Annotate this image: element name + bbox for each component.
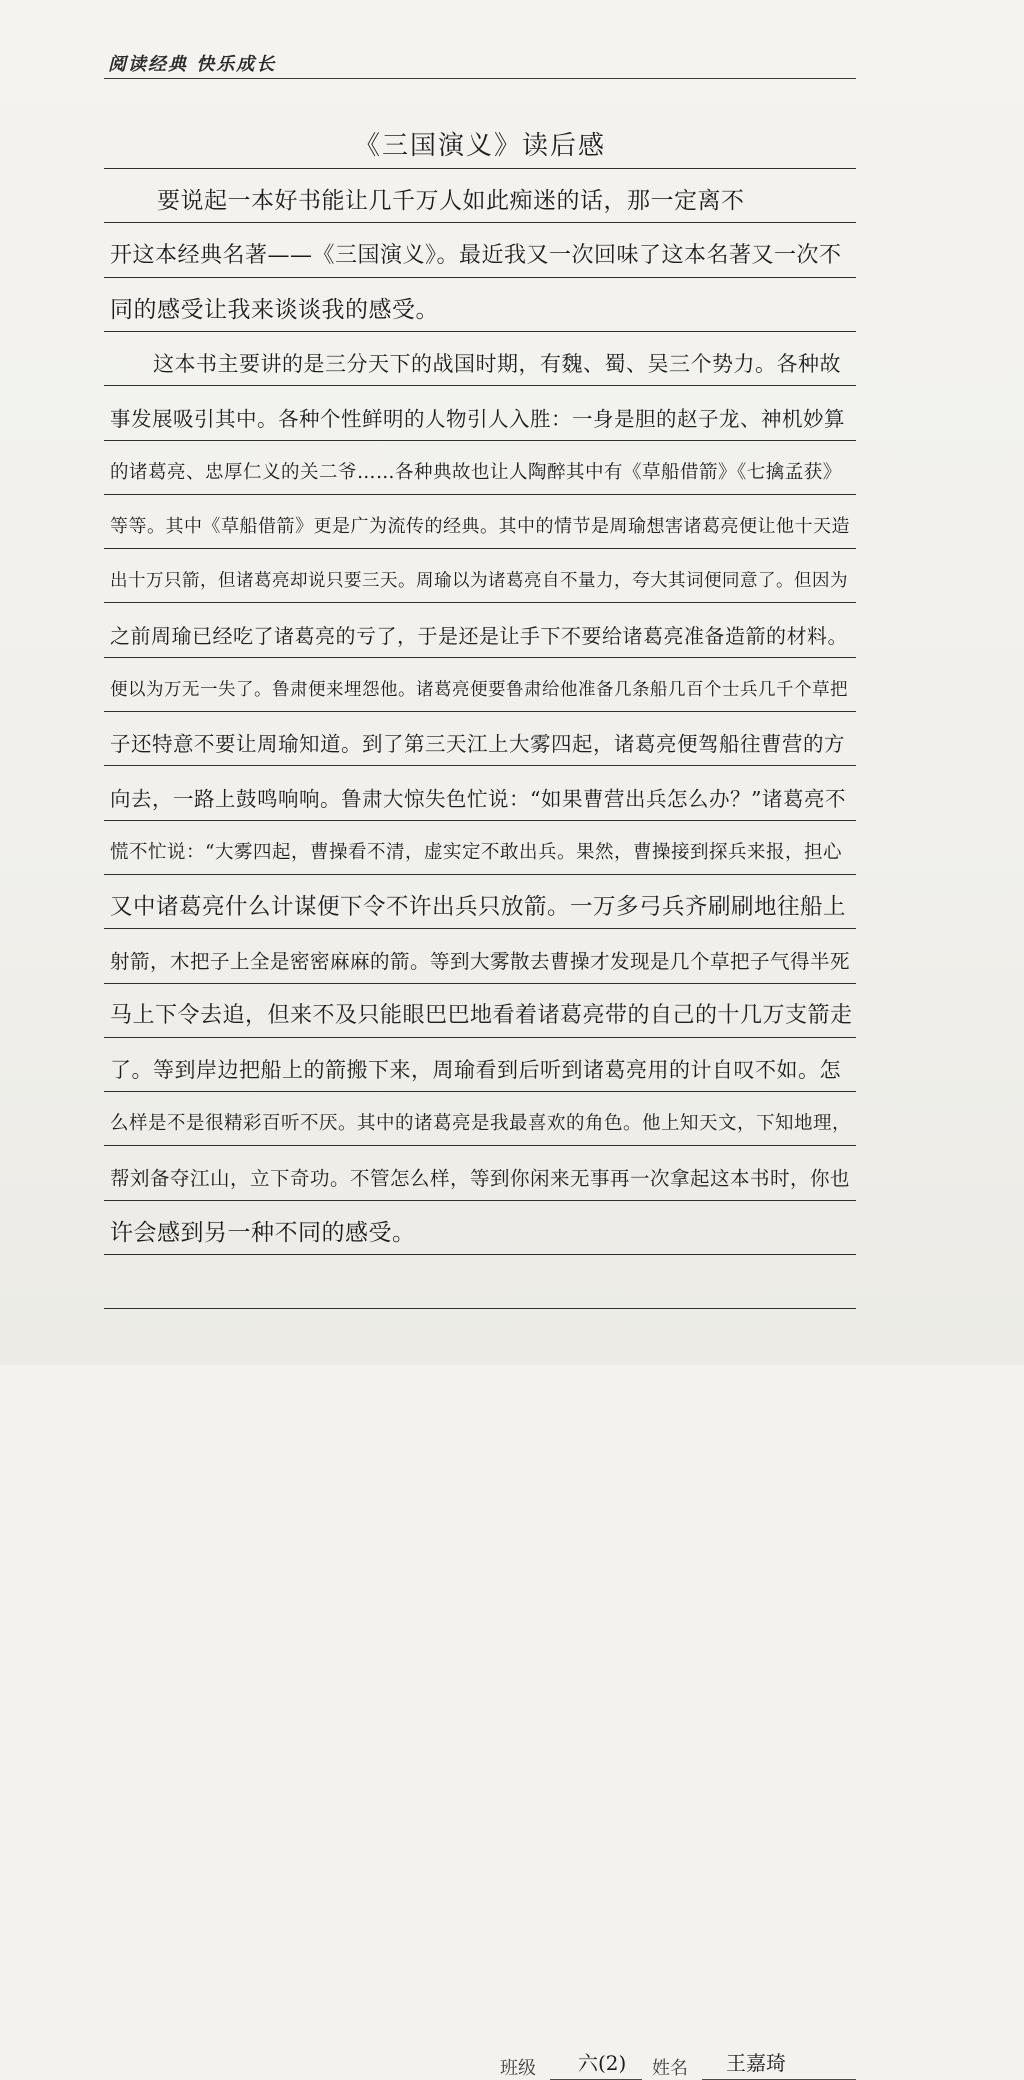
ruled-line (104, 874, 856, 875)
ruled-line (104, 820, 856, 821)
ruled-line (104, 602, 856, 603)
ruled-line (104, 494, 856, 495)
ruled-line (104, 928, 856, 929)
essay-title: 《三国演义》读后感 (353, 131, 606, 161)
text-line: 慌不忙说：“大雾四起，曹操看不清，虚实定不敢出兵。果然，曹操接到探兵来报，担心 (110, 842, 842, 863)
ruled-line (104, 1308, 856, 1309)
ruled-line (104, 385, 856, 386)
ruled-line (104, 331, 856, 332)
text-line: 马上下令去追，但来不及只能眼巴巴地看着诸葛亮带的自己的十几万支箭走 (110, 1003, 853, 1028)
class-value: 六(2) (578, 2051, 627, 2075)
ruled-line (104, 1091, 856, 1092)
ruled-line (104, 222, 856, 223)
text-line: 这本书主要讲的是三分天下的战国时期，有魏、蜀、吴三个势力。各种故 (110, 352, 841, 376)
ruled-line (104, 657, 856, 658)
ruled-line (104, 440, 856, 441)
ruled-line (104, 983, 856, 984)
text-line: 子还特意不要让周瑜知道。到了第三天江上大雾四起，诸葛亮便驾船往曹营的方 (110, 732, 845, 756)
text-line: 开这本经典名著——《三国演义》。最近我又一次回味了这本名著又一次不 (110, 243, 842, 268)
ruled-line (104, 168, 856, 169)
text-line: 射箭，木把子上全是密密麻麻的箭。等到大雾散去曹操才发现是几个草把子气得半死 (110, 950, 851, 973)
ruled-line (104, 548, 856, 549)
text-line: 等等。其中《草船借箭》更是广为流传的经典。其中的情节是周瑜想害诸葛亮便让他十天造 (110, 516, 850, 537)
class-label: 班级 (500, 2058, 536, 2079)
text-line: 出十万只箭，但诸葛亮却说只要三天。周瑜以为诸葛亮自不量力，夸大其词便同意了。但因为 (110, 571, 848, 591)
ruled-line (104, 1037, 856, 1038)
sheet-header: 阅读经典 快乐成长 (108, 54, 277, 75)
text-line: 事发展吸引其中。各种个性鲜明的人物引人入胜：一身是胆的赵子龙、神机妙算 (110, 407, 845, 431)
name-label: 姓名 (652, 2058, 688, 2079)
text-line: 同的感受让我来谈谈我的感受。 (110, 297, 439, 323)
ruled-line (104, 1145, 856, 1146)
text-line: 的诸葛亮、忠厚仁义的关二爷……各种典故也让人陶醉其中有《草船借箭》《七擒孟获》 (110, 462, 842, 483)
text-line: 么样是不是很精彩百听不厌。其中的诸葛亮是我最喜欢的角色。他上知天文，下知地理， (110, 1113, 852, 1134)
text-line: 之前周瑜已经吃了诸葛亮的亏了，于是还是让手下不要给诸葛亮准备造箭的材料。 (110, 624, 848, 648)
ruled-line (104, 765, 856, 766)
text-line: 帮刘备夺江山，立下奇功。不管怎么样，等到你闲来无事再一次拿起这本书时，你也 (110, 1167, 851, 1190)
text-line: 了。等到岸边把船上的箭搬下来，周瑜看到后听到诸葛亮用的计自叹不如。怎 (110, 1058, 841, 1082)
text-line: 便以为万无一失了。鲁肃便来埋怨他。诸葛亮便要鲁肃给他准备几条船几百个士兵几千个草把 (110, 680, 848, 700)
text-line: 许会感到另一种不同的感受。 (110, 1220, 416, 1246)
ruled-line (104, 1200, 856, 1201)
ruled-line (104, 1254, 856, 1255)
ruled-line (104, 277, 856, 278)
text-line: 要说起一本好书能让几千万人如此痴迷的话，那一定离不 (110, 188, 745, 214)
text-line: 又中诸葛亮什么计谋便下令不许出兵只放箭。一万多弓兵齐刷刷地往船上 (110, 894, 847, 920)
text-line: 向去，一路上鼓鸣响响。鲁肃大惊失色忙说：“如果曹营出兵怎么办？”诸葛亮不 (110, 787, 846, 811)
ruled-line (104, 711, 856, 712)
header-divider (104, 78, 856, 79)
name-value: 王嘉琦 (726, 2051, 786, 2075)
